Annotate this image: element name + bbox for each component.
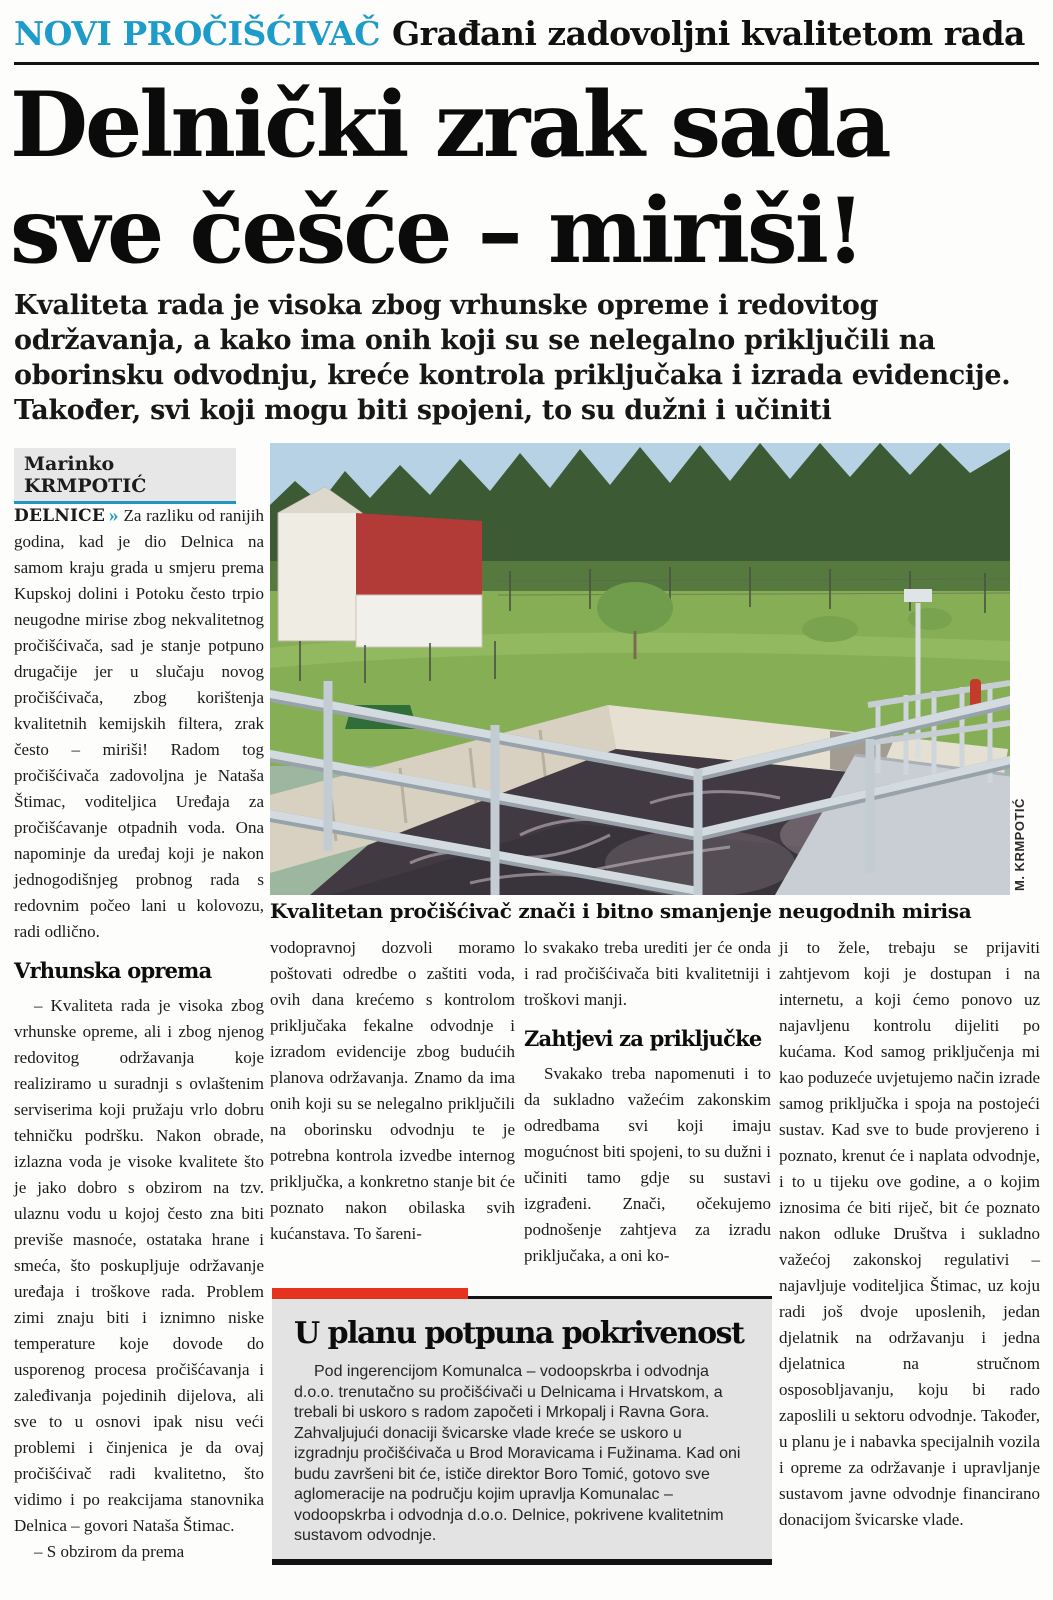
body-column-3: [524, 935, 771, 1269]
divider-rule: [14, 62, 1039, 65]
bush: [802, 616, 858, 642]
dateline: DELNICE: [14, 506, 106, 526]
paragraph: Svakako treba napomenuti i to da sukladno važećim zakonskim odredbama svi koji imaju mogućnost biti spojeni, to su dužni i učiniti tamo gdje su sustavi izgrađeni. Znači, očekujemo podnošenje zahtjeva za izradu priključaka, a oni ko-: [524, 1064, 771, 1265]
paragraph: – Kvaliteta rada je visoka zbog vrhunske opreme, ali i zbog njenog redovitog održavanja koje realiziramo u suradnji s ovlaštenim serviserima koji pružaju vrlo dobru tehničku podršku. Nakon obrade, izlazna voda je visoke kvalitete što je jako dobro s obzirom na tzv. ulaznu vodu u kojoj često zna biti previše masnoće, ostataka hrane i smeća, što poskupljuje održavanje uređaja i troškove rada. Problem zimi znaju biti i iznimno niske temperature koje dovode do usporenog procesa pročišćavanja i zaleđivanja pojedinih dijelova, ali sve to u osnovi ipak nisu veći problemi i činjenica je da ovaj pročišćivač radi kvalitetno, što vidimo i po reakcijama stanovnika Delnica – govori Nataša Štimac.: [14, 996, 264, 1535]
building-red-roof: [356, 513, 482, 603]
headline: [10, 72, 1040, 284]
paragraph: ji to žele, trebaju se prijaviti zahtjevom koji je dostupan i na internetu, a koji ćemo ponovo uz najavljenu kontrolu dijeliti po kućama. Kod samog priključenja mi kao poduzeće uvjetujemo način izrade samog priključka i spoja na postojeći sustav. Kad sve to bude provjereno i poznato, krenut će i naplata odvodnje, i to u tijeku ove godine, a o kojim iznosima će biti riječ, bit će poznato nakon odluke Društva i sukladno važećoj zakonskoj regulativi – najavljuje voditeljica Štimac, uz koju radi još dvoje uposlenih, jedan djelatnik na održavanju i jedna djelatnica na stručnom osposobljavanju, koju bi rado zaposlili u sektoru odvodnje. Također, u planu je i nabavka specijalnih vozila i opreme za održavanje i upravljanje sustavom javne odvodnje financirano donacijom švicarske vlade.: [779, 938, 1040, 1529]
kicker-highlight: NOVI PROČIŠĆIVAČ: [14, 14, 380, 53]
subhead-zahtjevi-za-prikljucke: Zahtjevi za priključke: [524, 1026, 762, 1051]
building-wall: [356, 595, 482, 647]
headline-line-2: sve češće – miriši!: [10, 178, 863, 284]
body-column-2: [270, 935, 515, 1247]
infobox-content: [272, 1299, 772, 1565]
infobox-title: U planu potpuna pokrivenost: [294, 1316, 744, 1351]
photo-wastewater-plant: [270, 443, 1010, 895]
bush-2: [908, 608, 952, 630]
infobox-red-bar: [272, 1288, 468, 1299]
body-column-1: [14, 503, 264, 1565]
deck: Kvaliteta rada je visoka zbog vrhunske opreme i redovitog održavanja, a kako ima onih koji su se nelegalno priključili na oborinsku odvodnju, kreće kontrola priključaka i izrada evidencije. Također, svi koji mogu biti spojeni, to su dužni i učiniti: [14, 290, 1011, 426]
headline-line-1: Delnički zrak sada: [10, 72, 889, 178]
paragraph: lo svakako treba urediti jer će onda i rad pročišćivača biti kvalitetniji i troškovi manji.: [524, 938, 771, 1009]
kicker: [14, 14, 1039, 53]
chevron-right-icon: »: [109, 505, 119, 526]
byline: Marinko KRMPOTIĆ: [14, 448, 236, 504]
photo-credit: M. KRMPOTIĆ: [1012, 798, 1027, 891]
photo-illustration: [270, 443, 1010, 895]
lead-paragraph: [14, 503, 264, 945]
paragraph: vodopravnoj dozvoli moramo poštovati odredbe o zaštiti voda, ovih dana krećemo s kontrolom priključaka fekalne odvodnje i izradom evidencije zbog budućih planova održavanja. Znamo da ima onih koji su se nelegalno priključili na oborinsku odvodnju te je potrebna kontrola izvedbe internog priključka, a konkretno stanje bit će poznato nakon obilaska svih kućanstava. To šareni-: [270, 938, 515, 1243]
photo-caption: Kvalitetan pročišćivač znači i bitno smanjenje neugodnih mirisa: [270, 899, 972, 923]
infobox-body: Pod ingerencijom Komunalca – vodoopskrba i odvodnja d.o.o. trenutačno su pročišćivači u Delnicama i Hrvatskom, a trebali bi uskoro s radom započeti i Mrkopalj i Ravna Gora. Zahvaljujući donaciji švicarske vlade kreće se uskoro u izgradnju pročišćivača u Brod Moravicama i Fužinama. Kad oni budu završeni bit će, ističe direktor Boro Tomić, gotovo sve aglomeracije na području kojim upravlja Komunalac – vodoopskrba i odvodnja d.o.o. Delnice, pokrivene kvalitetnim sustavom odvodnje.: [294, 1363, 741, 1544]
body-column-4: [779, 935, 1040, 1533]
paragraph-text: Za razliku od ranijih godina, kad je dio Delnica na samom kraju grada u smjeru prema Kupskoj dolini i Potoku često trpio neugodne mirise zbog nekvalitetnog pročišćivača, sad je stanje potpuno drugačije jer u slučaju novog pročišćivača, zbog korištenja kvalitetnih kemijskih filtera, zrak često – miriši! Radom tog pročišćivača zadovoljna je Nataša Štimac, voditeljica Uređaja za pročišćavanje otpadnih voda. Ona napominje da uređaj koji je nakon jednogodišnjeg probnog rada s redovnim počeo lani u kolovozu, radi odlično.: [14, 506, 264, 941]
tree: [597, 582, 673, 634]
lamp-head: [904, 589, 932, 602]
subhead-vrhunska-oprema: Vrhunska oprema: [14, 958, 212, 983]
paragraph: – S obzirom da prema: [34, 1542, 185, 1561]
kicker-text: Građani zadovoljni kvalitetom rada: [392, 14, 1025, 53]
